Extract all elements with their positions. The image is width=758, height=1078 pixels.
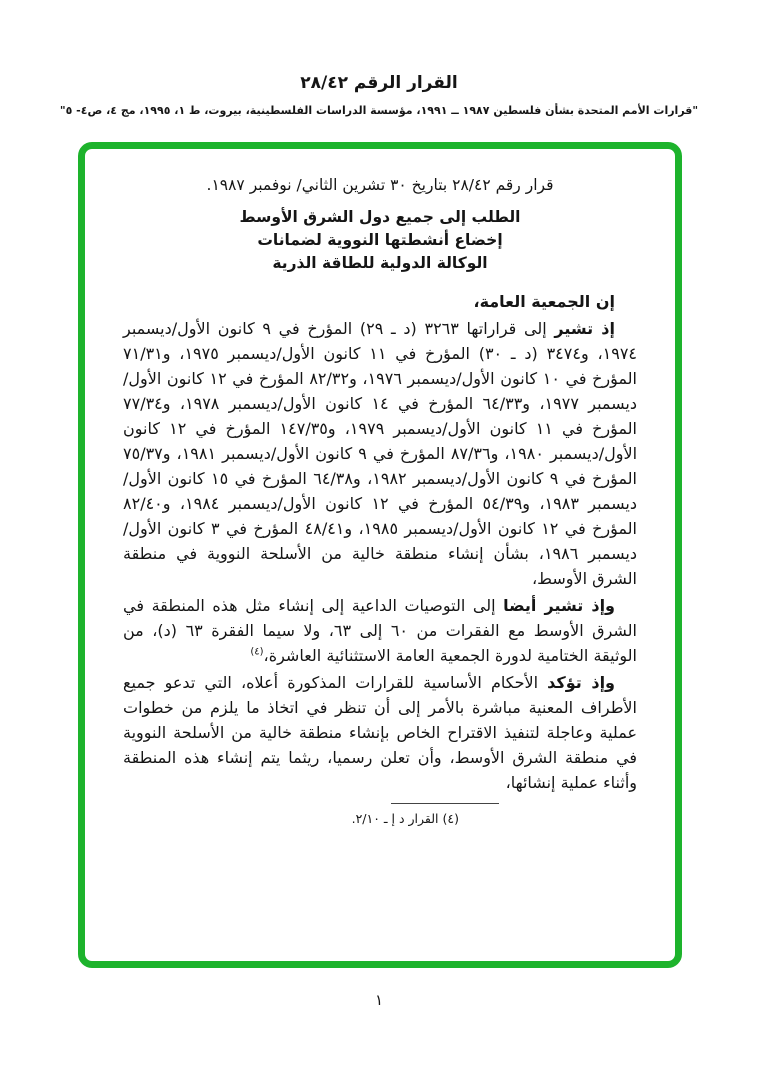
preamble-paragraph-2 <box>123 593 637 668</box>
source-citation: "قرارات الأمم المتحدة بشأن فلسطين ١٩٨٧ ــ ١٩٩١، مؤسسة الدراسات الفلسطينية، بيروت، ط ١، ١٩٩٥، مج ٤، ص٤- ٥" <box>59 104 699 117</box>
page-number: ١ <box>374 991 384 1009</box>
footnote-ref: (٤) <box>250 646 264 658</box>
resolution-title <box>123 206 637 275</box>
paragraph-text: إلى التوصيات الداعية إلى إنشاء مثل هذه المنطقة في الشرق الأوسط مع الفقرات من ٦٠ إلى ٦٣، ولا سيما الفقرة ٦٣ (د)، من الوثيقة الختامية لدورة الجمعية العامة الاستثنائية العاشرة، <box>123 596 637 665</box>
footnote <box>123 803 637 827</box>
paragraph-text: إلى قراراتها ٣٢٦٣ (د ـ ٢٩) المؤرخ في ٩ كانون الأول/ديسمبر ١٩٧٤، و٣٤٧٤ (د ـ ٣٠) المؤرخ في ١١ كانون الأول/ديسمبر ١٩٧٥، و٧١/٣١ المؤرخ في ١٠ كانون الأول/ديسمبر ١٩٧٦، و٨٢/٣٢ المؤرخ في ١٢ كانون الأول/ديسمبر ١٩٧٧، و٦٤/٣٣ المؤرخ في ١٤ كانون الأول/ديسمبر ١٩٧٨، و٧٧/٣٤ المؤرخ في ١١ كانون الأول/ديسمبر ١٩٧٩، و١٤٧/٣٥ المؤرخ في ١٢ كانون الأول/ديسمبر ١٩٨٠، و٨٧/٣٦ المؤرخ في ٩ كانون الأول/ديسمبر ١٩٨١، و٧٥/٣٧ المؤرخ في ٩ كانون الأول/ديسمبر ١٩٨٢، و٦٤/٣٨ المؤرخ في ١٥ كانون الأول/ديسمبر ١٩٨٣، و٥٤/٣٩ المؤرخ في ١٢ كانون الأول/ديسمبر ١٩٨٤، و٨٢/٤٠ المؤرخ في ١٢ كانون الأول/ديسمبر ١٩٨٥، و٤٨/٤١ المؤرخ في ٣ كانون الأول/ديسمبر ١٩٨٦، بشأن إنشاء منطقة خالية من الأسلحة النووية في منطقة الشرق الأوسط، <box>123 319 638 588</box>
preamble-paragraph-3 <box>123 670 637 795</box>
resolution-box <box>78 142 682 968</box>
footnote-text: (٤) القرار د إ ـ ٢/١٠. <box>351 811 459 826</box>
paragraph-text: الأحكام الأساسية للقرارات المذكورة أعلاه، التي تدعو جميع الأطراف المعنية مباشرة بالأمر إلى أن تنظر في اتخاذ ما يلزم من خطوات عملية وعاجلة لتنفيذ الاقتراح الخاص بإنشاء منطقة خالية من الأسلحة النووية في منطقة الشرق الأوسط، وأن تعلن رسميا، ريثما يتم إنشاء هذه المنطقة وأثناء عملية إنشائها، <box>123 673 637 792</box>
resolution-title-line: إخضاع أنشطتها النووية لضمانات <box>257 231 503 249</box>
page-title: القرار الرقم ٢٨/٤٢ <box>300 73 458 93</box>
paragraph-lead: وإذ تشير أيضا <box>503 596 616 615</box>
paragraph-lead: وإذ تؤكد <box>547 673 616 692</box>
resolution-date-line: قرار رقم ٢٨/٤٢ بتاريخ ٣٠ تشرين الثاني/ نوفمبر ١٩٨٧. <box>206 176 554 194</box>
preamble-opening: إن الجمعية العامة، <box>473 292 615 311</box>
page-header <box>0 72 758 119</box>
paragraph-lead: إذ تشير <box>554 319 615 338</box>
resolution-title-line: الطلب إلى جميع دول الشرق الأوسط <box>239 208 521 226</box>
resolution-title-line: الوكالة الدولية للطاقة الذرية <box>272 254 488 272</box>
preamble-paragraph-1 <box>123 316 637 591</box>
footnote-divider <box>391 803 499 804</box>
